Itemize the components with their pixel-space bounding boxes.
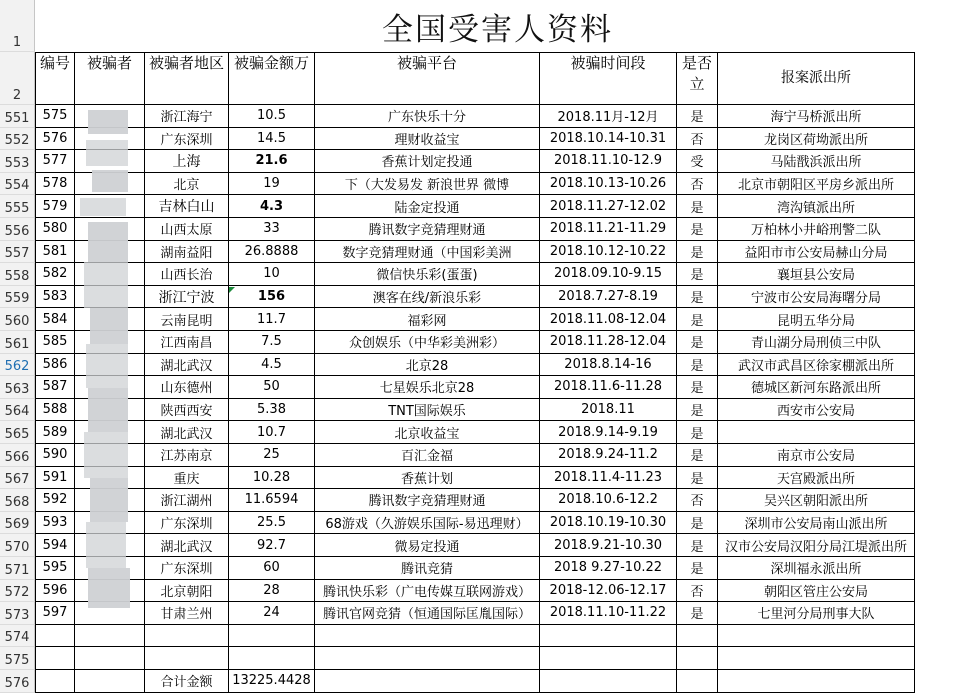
cell-region[interactable]: 陕西西安 <box>145 399 229 422</box>
cell-platform[interactable]: 北京28 <box>315 354 540 377</box>
cell-station[interactable]: 海宁马桥派出所 <box>718 105 915 128</box>
cell-region[interactable]: 广东深圳 <box>145 128 229 151</box>
cell-period[interactable]: 2018.11.10-12.9 <box>540 150 677 173</box>
cell-no[interactable]: 581 <box>35 241 75 264</box>
cell-no[interactable]: 597 <box>35 602 75 625</box>
cell-rep[interactable]: 否 <box>677 173 718 196</box>
cell-platform[interactable]: 理财收益宝 <box>315 128 540 151</box>
row-header[interactable]: 576 <box>0 670 35 693</box>
cell-region[interactable]: 广东深圳 <box>145 557 229 580</box>
cell-period[interactable]: 2018.11.21-11.29 <box>540 218 677 241</box>
cell-region[interactable]: 浙江宁波 <box>145 286 229 309</box>
cell-region[interactable]: 北京 <box>145 173 229 196</box>
redacted-name-block <box>88 110 128 134</box>
cell-no[interactable]: 595 <box>35 557 75 580</box>
cell-station[interactable]: 龙岗区荷坳派出所 <box>718 128 915 151</box>
cell-no[interactable]: 591 <box>35 467 75 490</box>
cell-region[interactable]: 湖南益阳 <box>145 241 229 264</box>
row-header[interactable]: 551 <box>0 105 35 128</box>
column-header-region: 被骗者地区 <box>145 52 229 105</box>
cell-amount[interactable]: 14.5 <box>229 128 315 151</box>
cell-region[interactable]: 湖北武汉 <box>145 421 229 444</box>
row-header[interactable]: 574 <box>0 625 35 648</box>
redacted-name-block <box>88 222 128 262</box>
cell-station[interactable]: 深圳市公安局南山派出所 <box>718 512 915 535</box>
cell-station[interactable] <box>718 421 915 444</box>
cell-station[interactable]: 吴兴区朝阳派出所 <box>718 489 915 512</box>
cell-region[interactable]: 重庆 <box>145 467 229 490</box>
cell-rep[interactable]: 是 <box>677 218 718 241</box>
empty-cell[interactable] <box>540 670 677 693</box>
redacted-name-block <box>86 344 128 388</box>
cell-rep[interactable]: 否 <box>677 580 718 603</box>
redacted-name-block <box>86 522 126 568</box>
redacted-name-block <box>92 170 128 192</box>
cell-platform[interactable]: 下（大发易发 新浪世界 微博 <box>315 173 540 196</box>
cell-period[interactable]: 2018.11 <box>540 399 677 422</box>
cell-rep[interactable]: 是 <box>677 354 718 377</box>
cell-platform[interactable]: 众创娱乐（中华彩美洲彩） <box>315 331 540 354</box>
empty-cell[interactable] <box>75 625 145 648</box>
cell-no[interactable]: 579 <box>35 195 75 218</box>
row-header[interactable]: 570 <box>0 534 35 557</box>
cell-period[interactable]: 2018.8.14-16 <box>540 354 677 377</box>
row-header[interactable]: 567 <box>0 467 35 490</box>
empty-cell[interactable] <box>718 647 915 670</box>
cell-amount[interactable]: 60 <box>229 557 315 580</box>
row-header[interactable]: 565 <box>0 421 35 444</box>
row-header[interactable]: 572 <box>0 580 35 603</box>
sheet-title: 全国受害人资料 <box>382 11 613 48</box>
cell-region[interactable]: 上海 <box>145 150 229 173</box>
cell-region[interactable]: 山西太原 <box>145 218 229 241</box>
cell-platform[interactable]: TNT国际娱乐 <box>315 399 540 422</box>
cell-period[interactable]: 2018.11.28-12.04 <box>540 331 677 354</box>
cell-period[interactable]: 2018.10.6-12.2 <box>540 489 677 512</box>
column-header-amount: 被骗金额万 <box>229 52 315 105</box>
cell-no[interactable]: 587 <box>35 376 75 399</box>
empty-cell[interactable] <box>35 625 75 648</box>
cell-period[interactable]: 2018.10.13-10.26 <box>540 173 677 196</box>
empty-cell[interactable] <box>75 647 145 670</box>
cell-station[interactable]: 青山湖分局刑侦三中队 <box>718 331 915 354</box>
cell-indicator-icon <box>229 287 235 293</box>
cell-period[interactable]: 2018.10.12-10.22 <box>540 241 677 264</box>
cell-station[interactable]: 朝阳区管庄公安局 <box>718 580 915 603</box>
cell-platform[interactable]: 腾讯数字竞猜理财通 <box>315 218 540 241</box>
row-header[interactable]: 556 <box>0 218 35 241</box>
cell-amount[interactable]: 4.3 <box>229 195 315 218</box>
cell-region[interactable]: 云南昆明 <box>145 308 229 331</box>
row-header[interactable]: 560 <box>0 308 35 331</box>
cell-no[interactable]: 578 <box>35 173 75 196</box>
cell-amount[interactable]: 10.28 <box>229 467 315 490</box>
cell-no[interactable]: 593 <box>35 512 75 535</box>
cell-no[interactable]: 575 <box>35 105 75 128</box>
cell-platform[interactable]: 香蕉计划定投通 <box>315 150 540 173</box>
cell-rep[interactable]: 是 <box>677 444 718 467</box>
cell-period[interactable]: 2018.09.10-9.15 <box>540 263 677 286</box>
cell-amount[interactable]: 11.6594 <box>229 489 315 512</box>
cell-platform[interactable]: 腾讯数字竞猜理财通 <box>315 489 540 512</box>
cell-platform[interactable]: 微信快乐彩(蛋蛋) <box>315 263 540 286</box>
row-header[interactable]: 559 <box>0 286 35 309</box>
cell-amount[interactable]: 7.5 <box>229 331 315 354</box>
cell-period[interactable]: 2018.10.14-10.31 <box>540 128 677 151</box>
redacted-name-block <box>90 478 128 522</box>
column-header-no: 编号 <box>35 52 75 105</box>
empty-cell[interactable] <box>315 647 540 670</box>
empty-cell[interactable] <box>229 647 315 670</box>
redacted-name-block <box>90 308 128 344</box>
cell-amount[interactable]: 25.5 <box>229 512 315 535</box>
cell-no[interactable]: 588 <box>35 399 75 422</box>
cell-period[interactable]: 2018.11.6-11.28 <box>540 376 677 399</box>
cell-no[interactable]: 580 <box>35 218 75 241</box>
cell-rep[interactable]: 是 <box>677 241 718 264</box>
cell-amount[interactable]: 24 <box>229 602 315 625</box>
cell-region[interactable]: 江西南昌 <box>145 331 229 354</box>
cell-station[interactable]: 西安市公安局 <box>718 399 915 422</box>
cell-station[interactable]: 德城区新河东路派出所 <box>718 376 915 399</box>
cell-platform[interactable]: 68游戏（久游娱乐国际-易迅理财） <box>315 512 540 535</box>
cell-period[interactable]: 2018.11月-12月 <box>540 105 677 128</box>
empty-cell[interactable] <box>540 647 677 670</box>
cell-station[interactable]: 马陆戬浜派出所 <box>718 150 915 173</box>
cell-period[interactable]: 2018.11.4-11.23 <box>540 467 677 490</box>
cell-period[interactable]: 2018.11.27-12.02 <box>540 195 677 218</box>
row-header[interactable]: 575 <box>0 647 35 670</box>
row-header[interactable]: 568 <box>0 489 35 512</box>
cell-rep[interactable]: 是 <box>677 105 718 128</box>
cell-rep[interactable]: 是 <box>677 195 718 218</box>
cell-region[interactable]: 广东深圳 <box>145 512 229 535</box>
row-header[interactable]: 566 <box>0 444 35 467</box>
cell-rep[interactable]: 是 <box>677 512 718 535</box>
cell-rep[interactable]: 是 <box>677 534 718 557</box>
cell-no[interactable]: 576 <box>35 128 75 151</box>
cell-amount[interactable]: 10.7 <box>229 421 315 444</box>
cell-amount[interactable]: 5.38 <box>229 399 315 422</box>
cell-amount[interactable]: 21.6 <box>229 150 315 173</box>
cell-no[interactable]: 594 <box>35 534 75 557</box>
row-header[interactable]: 554 <box>0 173 35 196</box>
empty-cell[interactable] <box>315 670 540 693</box>
empty-cell[interactable] <box>35 670 75 693</box>
total-label[interactable]: 合计金额 <box>145 670 229 693</box>
cell-platform[interactable]: 腾讯官网竞猜（恒通国际匡胤国际） <box>315 602 540 625</box>
cell-platform[interactable]: 陆金定投通 <box>315 195 540 218</box>
cell-no[interactable]: 590 <box>35 444 75 467</box>
cell-amount[interactable]: 50 <box>229 376 315 399</box>
cell-amount[interactable]: 10 <box>229 263 315 286</box>
cell-region[interactable]: 甘肃兰州 <box>145 602 229 625</box>
row-header[interactable]: 552 <box>0 128 35 151</box>
cell-period[interactable]: 2018.9.21-10.30 <box>540 534 677 557</box>
cell-platform[interactable]: 澳客在线/新浪乐彩 <box>315 286 540 309</box>
cell-rep[interactable]: 是 <box>677 399 718 422</box>
empty-cell[interactable] <box>75 670 145 693</box>
empty-cell[interactable] <box>540 625 677 648</box>
cell-rep[interactable]: 是 <box>677 421 718 444</box>
cell-station[interactable]: 七里河分局刑事大队 <box>718 602 915 625</box>
cell-no[interactable]: 592 <box>35 489 75 512</box>
row-header[interactable]: 2 <box>0 52 35 105</box>
cell-no[interactable]: 582 <box>35 263 75 286</box>
cell-region[interactable]: 山东德州 <box>145 376 229 399</box>
cell-amount[interactable]: 19 <box>229 173 315 196</box>
row-header[interactable]: 553 <box>0 150 35 173</box>
cell-station[interactable]: 深圳福永派出所 <box>718 557 915 580</box>
cell-region[interactable]: 山西长治 <box>145 263 229 286</box>
cell-region[interactable]: 吉林白山 <box>145 195 229 218</box>
cell-platform[interactable]: 腾讯快乐彩（广电传媒互联网游戏） <box>315 580 540 603</box>
row-header[interactable]: 571 <box>0 557 35 580</box>
cell-platform[interactable]: 百汇金福 <box>315 444 540 467</box>
cell-platform[interactable]: 福彩网 <box>315 308 540 331</box>
cell-region[interactable]: 浙江海宁 <box>145 105 229 128</box>
cell-no[interactable]: 589 <box>35 421 75 444</box>
redacted-name-block <box>80 198 126 216</box>
redacted-name-block <box>88 388 128 432</box>
row-header[interactable]: 561 <box>0 331 35 354</box>
cell-period[interactable]: 2018.11.10-11.22 <box>540 602 677 625</box>
redacted-name-block <box>86 140 128 166</box>
cell-rep[interactable]: 是 <box>677 557 718 580</box>
cell-station[interactable]: 万柏林小井峪刑警二队 <box>718 218 915 241</box>
cell-period[interactable]: 2018.7.27-8.19 <box>540 286 677 309</box>
cell-rep[interactable]: 是 <box>677 286 718 309</box>
column-header-platform: 被骗平台 <box>315 52 540 105</box>
cell-station[interactable]: 南京市公安局 <box>718 444 915 467</box>
empty-cell[interactable] <box>145 647 229 670</box>
cell-station[interactable]: 湾沟镇派出所 <box>718 195 915 218</box>
cell-rep[interactable]: 是 <box>677 467 718 490</box>
cell-station[interactable]: 汉市公安局汉阳分局江堤派出所 <box>718 534 915 557</box>
cell-amount[interactable]: 26.8888 <box>229 241 315 264</box>
empty-cell[interactable] <box>677 647 718 670</box>
cell-station[interactable]: 武汉市武昌区徐家棚派出所 <box>718 354 915 377</box>
cell-rep[interactable]: 是 <box>677 376 718 399</box>
column-header-station: 报案派出所 <box>718 52 915 105</box>
cell-amount[interactable]: 28 <box>229 580 315 603</box>
empty-cell[interactable] <box>677 670 718 693</box>
cell-no[interactable]: 577 <box>35 150 75 173</box>
cell-station[interactable]: 宁波市公安局海曙分局 <box>718 286 915 309</box>
cell-amount[interactable]: 25 <box>229 444 315 467</box>
cell-rep[interactable]: 是 <box>677 308 718 331</box>
cell-period[interactable]: 2018.9.24-11.2 <box>540 444 677 467</box>
empty-cell[interactable] <box>229 625 315 648</box>
empty-cell[interactable] <box>718 625 915 648</box>
empty-cell[interactable] <box>145 625 229 648</box>
cell-period[interactable]: 2018.10.19-10.30 <box>540 512 677 535</box>
cell-region[interactable]: 北京朝阳 <box>145 580 229 603</box>
cell-period[interactable]: 2018-12.06-12.17 <box>540 580 677 603</box>
redacted-name-block <box>84 262 128 308</box>
cell-station[interactable]: 益阳市市公安局赫山分局 <box>718 241 915 264</box>
cell-rep[interactable]: 是 <box>677 331 718 354</box>
cell-no[interactable]: 585 <box>35 331 75 354</box>
row-header[interactable]: 564 <box>0 399 35 422</box>
cell-amount[interactable]: 156 <box>229 286 315 309</box>
empty-cell[interactable] <box>315 625 540 648</box>
cell-platform[interactable]: 腾讯竞猜 <box>315 557 540 580</box>
cell-amount[interactable]: 4.5 <box>229 354 315 377</box>
cell-period[interactable]: 2018.11.08-12.04 <box>540 308 677 331</box>
cell-no[interactable]: 583 <box>35 286 75 309</box>
cell-amount[interactable]: 92.7 <box>229 534 315 557</box>
column-header-period: 被骗时间段 <box>540 52 677 105</box>
redacted-name-block <box>88 568 130 608</box>
cell-station[interactable]: 襄垣县公安局 <box>718 263 915 286</box>
row-header[interactable]: 558 <box>0 263 35 286</box>
cell-platform[interactable]: 香蕉计划 <box>315 467 540 490</box>
cell-platform[interactable]: 微易定投通 <box>315 534 540 557</box>
column-header-victim: 被骗者 <box>75 52 145 105</box>
cell-region[interactable]: 湖北武汉 <box>145 354 229 377</box>
row-header[interactable]: 569 <box>0 512 35 535</box>
cell-region[interactable]: 浙江湖州 <box>145 489 229 512</box>
empty-cell[interactable] <box>35 647 75 670</box>
cell-period[interactable]: 2018 9.27-10.22 <box>540 557 677 580</box>
cell-station[interactable]: 北京市朝阳区平房乡派出所 <box>718 173 915 196</box>
row-header[interactable]: 1 <box>0 0 35 52</box>
cell-region[interactable]: 湖北武汉 <box>145 534 229 557</box>
total-value[interactable]: 13225.4428 <box>229 670 315 693</box>
cell-station[interactable]: 天宫殿派出所 <box>718 467 915 490</box>
row-header[interactable]: 573 <box>0 602 35 625</box>
cell-rep[interactable]: 否 <box>677 128 718 151</box>
redacted-name-block <box>84 432 128 478</box>
cell-station[interactable]: 昆明五华分局 <box>718 308 915 331</box>
row-header[interactable]: 563 <box>0 376 35 399</box>
cell-rep[interactable]: 否 <box>677 489 718 512</box>
column-header-reported: 是否立 <box>677 52 718 105</box>
cell-no[interactable]: 584 <box>35 308 75 331</box>
cell-platform[interactable]: 七星娱乐北京28 <box>315 376 540 399</box>
row-header[interactable]: 557 <box>0 241 35 264</box>
empty-cell[interactable] <box>718 670 915 693</box>
cell-amount[interactable]: 33 <box>229 218 315 241</box>
cell-amount[interactable]: 10.5 <box>229 105 315 128</box>
cell-amount[interactable]: 11.7 <box>229 308 315 331</box>
cell-no[interactable]: 596 <box>35 580 75 603</box>
cell-rep[interactable]: 是 <box>677 602 718 625</box>
cell-rep[interactable]: 是 <box>677 263 718 286</box>
cell-platform[interactable]: 广东快乐十分 <box>315 105 540 128</box>
cell-region[interactable]: 江苏南京 <box>145 444 229 467</box>
cell-period[interactable]: 2018.9.14-9.19 <box>540 421 677 444</box>
empty-cell[interactable] <box>677 625 718 648</box>
cell-rep[interactable]: 受 <box>677 150 718 173</box>
cell-no[interactable]: 586 <box>35 354 75 377</box>
row-header[interactable]: 562 <box>0 354 35 377</box>
cell-platform[interactable]: 北京收益宝 <box>315 421 540 444</box>
cell-platform[interactable]: 数字竞猜理财通（中国彩美洲 <box>315 241 540 264</box>
row-header[interactable]: 555 <box>0 195 35 218</box>
